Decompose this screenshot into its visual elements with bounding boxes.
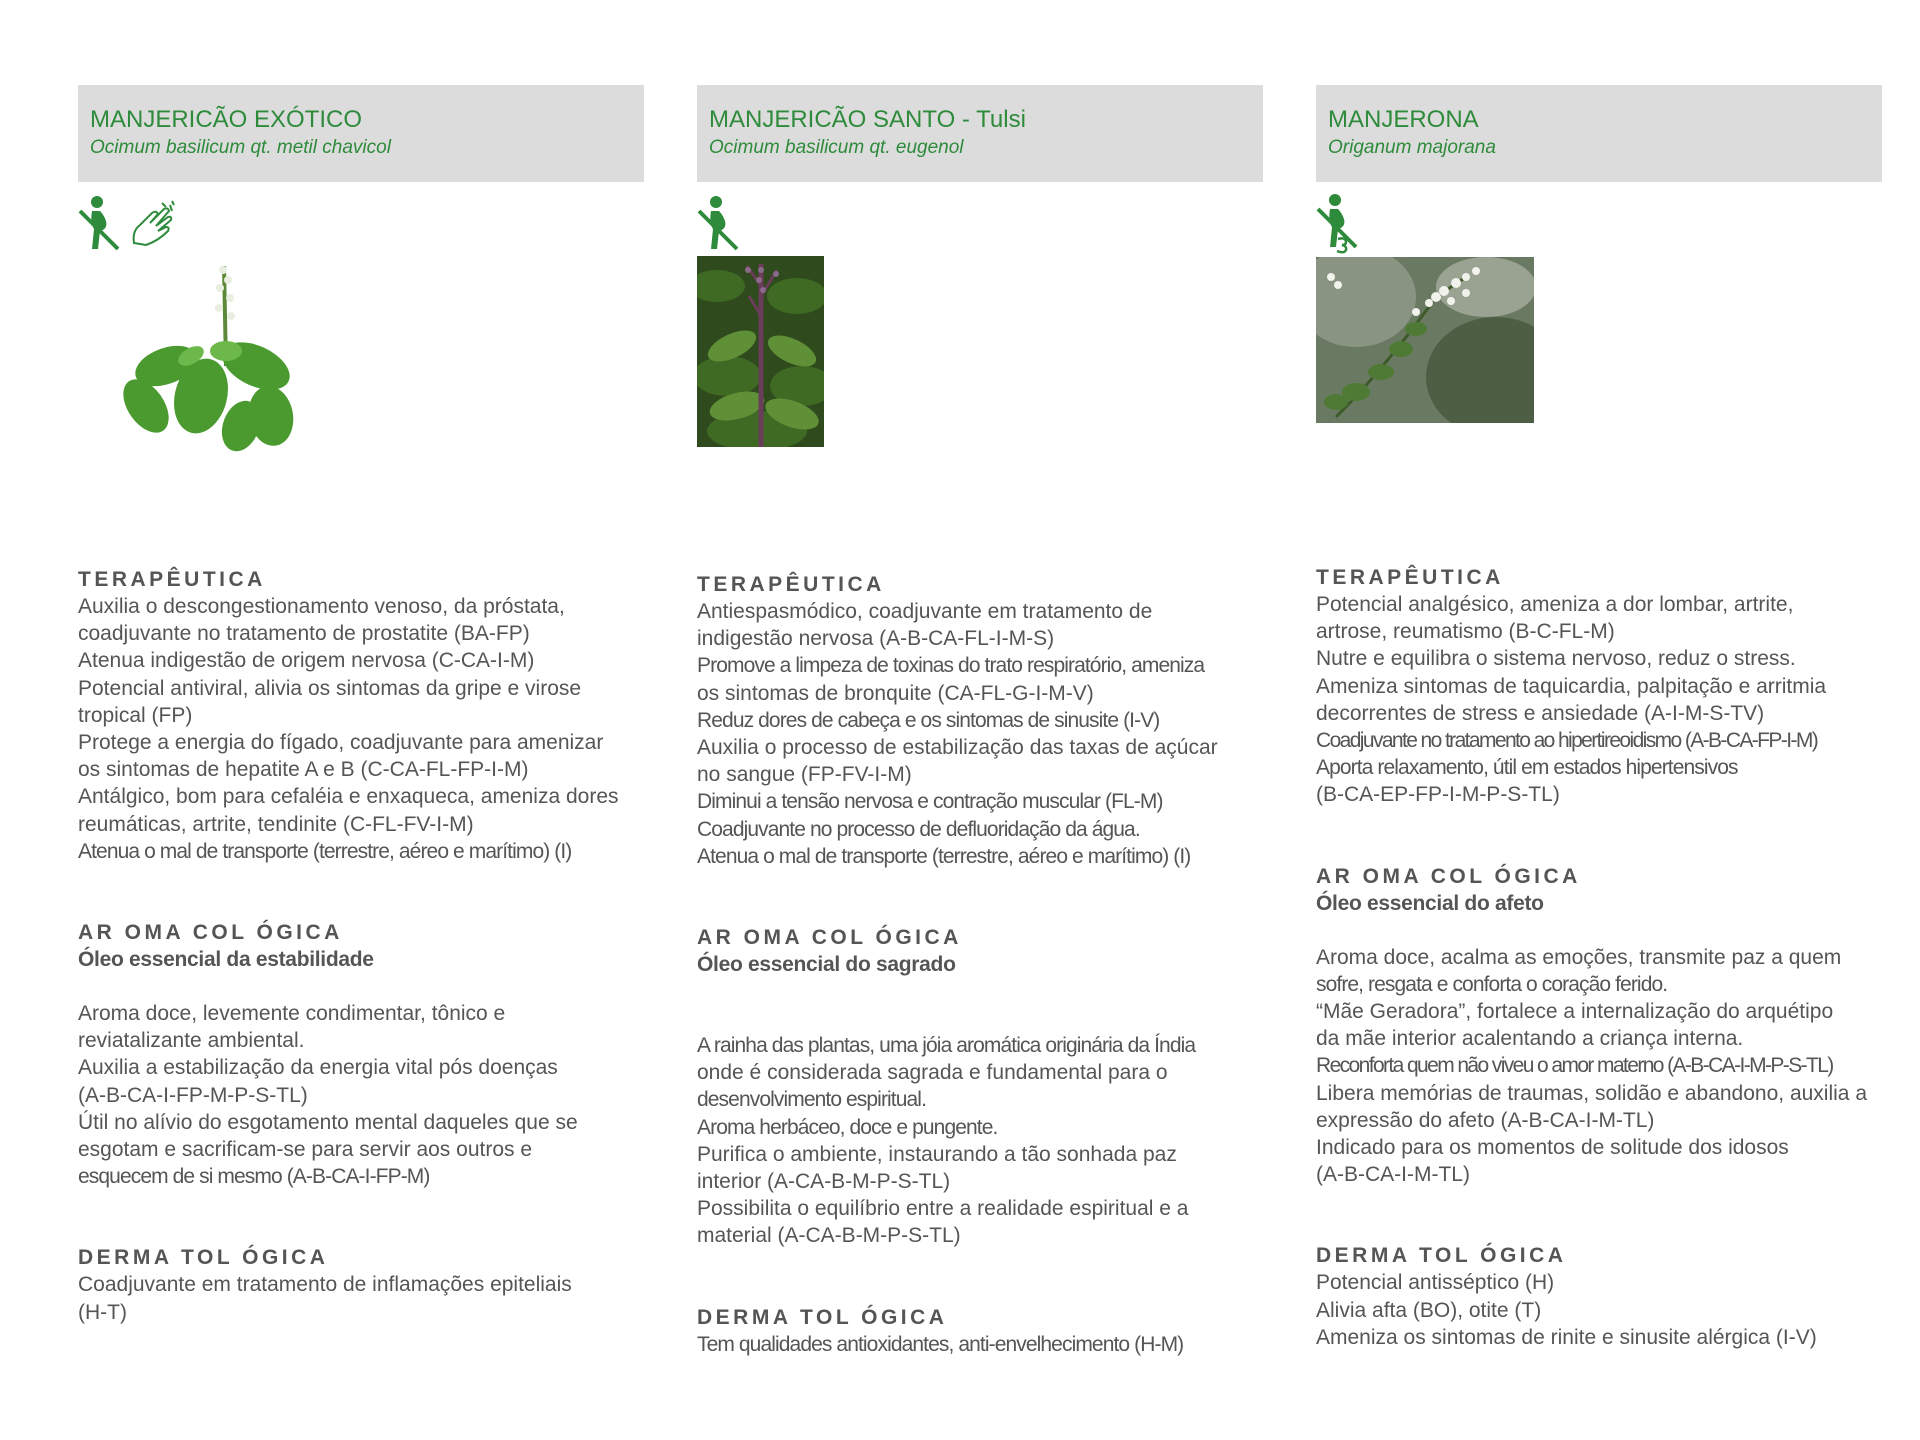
aromacologica-text: Aroma doce, acalma as emoções, transmite paz a quem sofre, resgata e conforta o coração ferido. “Mãe Geradora”, fortalece a internalização do arquétipo da mãe interior acalentando a criança interna. Reconforta quem não viveu o amor materno (A-B-CA-I-M-P-S-TL) Libera memórias de traumas, solidão e abandono, auxilia a expressão do afeto (A-B-CA-I-M-TL) Indicado para os momentos de solitude dos idosos (A-B-CA-I-M-TL): [1316, 945, 1867, 1187]
aromacologica-subtitle: Óleo essencial da estabilidade: [78, 948, 374, 972]
oil-card-manjericao-santo: [697, 85, 1263, 1358]
marjoram-plant-photo: [1316, 257, 1534, 423]
scientific-name: Origanum majorana: [1328, 137, 1496, 158]
dermatologica-text: Tem qualidades antioxidantes, anti-envelhecimento (H-M): [697, 1332, 1184, 1356]
no-pregnancy-icon: [78, 195, 120, 253]
section-title-aromacologica: AR OMA COL ÓGICA: [78, 921, 343, 945]
aromacologica-text: Aroma doce, levemente condimentar, tônico e reviatalizante ambiental. Auxilia a estabilização da energia vital pós doenças (A-B-CA-I-FP-M-P-S-TL) Útil no alívio do esgotamento mental daqueles que se esgotam e sacrificam-se para servir aos outros e esquecem de si mesmo (A-B-CA-I-FP-M): [78, 1002, 578, 1189]
card-header: [1316, 85, 1882, 182]
section-title-dermatologica: DERMA TOL ÓGICA: [697, 1305, 948, 1329]
oil-card-manjerona: [1316, 85, 1882, 1351]
aromacologica-subtitle: Óleo essencial do sagrado: [697, 953, 956, 977]
section-title-dermatologica: DERMA TOL ÓGICA: [1316, 1244, 1567, 1268]
no-pregnancy-first-trimester-icon: [1316, 193, 1358, 255]
basil-plant-photo: [106, 256, 306, 456]
aromacologica-text: A rainha das plantas, uma jóia aromática originária da Índia onde é considerada sagrada e fundamental para o desenvolvimento espiritual. Aroma herbáceo, doce e pungente. Purifica o ambiente, instaurando a tão sonhada paz interior (A-CA-B-M-P-S-TL) Possibilita o equilíbrio entre a realidade espiritual e a material (A-CA-B-M-P-S-TL): [697, 1034, 1196, 1248]
oil-title: MANJERONA: [1328, 106, 1479, 133]
card-header: [697, 85, 1263, 182]
section-title-terapeutica: TERAPÊUTICA: [697, 573, 885, 596]
oil-title: MANJERICÃO SANTO - Tulsi: [709, 106, 1026, 133]
aromacologica-subtitle: Óleo essencial do afeto: [1316, 891, 1544, 915]
card-header: [78, 85, 644, 182]
oil-title: MANJERICÃO EXÓTICO: [90, 106, 363, 133]
section-title-dermatologica: DERMA TOL ÓGICA: [78, 1246, 329, 1270]
terapeutica-text: Potencial analgésico, ameniza a dor lombar, artrite, artrose, reumatismo (B-C-FL-M) Nutre e equilibra o sistema nervoso, reduz o stress. Ameniza sintomas de taquicardia, palpitação e arritmia decorrentes de stress e ansiedade (A-I-M-S-TV) Coadjuvante no tratamento ao hipertireoidismo (A-B-CA-FP-I-M) Aporta relaxamento, útil em estados hipertensivos (B-CA-EP-FP-I-M-P-S-TL): [1316, 593, 1827, 807]
section-title-terapeutica: TERAPÊUTICA: [1316, 566, 1504, 589]
section-title-terapeutica: TERAPÊUTICA: [78, 568, 266, 591]
terapeutica-text: Antiespasmódico, coadjuvante em tratamento de indigestão nervosa (A-B-CA-FL-I-M-S) Promove a limpeza de toxinas do trato respiratório, ameniza os sintomas de bronquite (CA-FL-G-I-M-V) Reduz dores de cabeça e os sintomas de sinusite (I-V) Auxilia o processo de estabilização das taxas de açúcar no sangue (FP-FV-I-M) Diminui a tensão nervosa e contração muscular (FL-M) Coadjuvante no processo de defluoridação da água. Atenua o mal de transporte (terrestre, aéreo e marítimo) (I): [697, 600, 1218, 868]
warning-icons: [697, 192, 1263, 256]
dermatologica-text: Potencial antisséptico (H) Alivia afta (BO), otite (T) Ameniza os sintomas de rinite e sinusite alérgica (I-V): [1316, 1271, 1817, 1349]
warning-icons: [78, 192, 644, 256]
oil-card-manjericao-exotico: [78, 85, 644, 1326]
sensitive-skin-hand-icon: [128, 199, 178, 249]
tulsi-plant-photo: [697, 256, 824, 447]
terapeutica-text: Auxilia o descongestionamento venoso, da próstata, coadjuvante no tratamento de prostatite (BA-FP) Atenua indigestão de origem nervosa (C-CA-I-M) Potencial antiviral, alivia os sintomas da gripe e virose tropical (FP) Protege a energia do fígado, coadjuvante para amenizar os sintomas de hepatite A e B (C-CA-FL-FP-I-M) Antálgico, bom para cefaléia e enxaqueca, ameniza dores reumáticas, artrite, tendinite (C-FL-FV-I-M) Atenua o mal de transporte (terrestre, aéreo e marítimo) (I): [78, 595, 619, 863]
section-title-aromacologica: AR OMA COL ÓGICA: [697, 926, 962, 950]
scientific-name: Ocimum basilicum qt. metil chavicol: [90, 137, 391, 158]
section-title-aromacologica: AR OMA COL ÓGICA: [1316, 864, 1581, 888]
no-pregnancy-icon: [697, 195, 739, 253]
scientific-name: Ocimum basilicum qt. eugenol: [709, 137, 964, 158]
warning-icons: [1316, 192, 1882, 256]
dermatologica-text: Coadjuvante em tratamento de inflamações epiteliais (H-T): [78, 1273, 572, 1324]
